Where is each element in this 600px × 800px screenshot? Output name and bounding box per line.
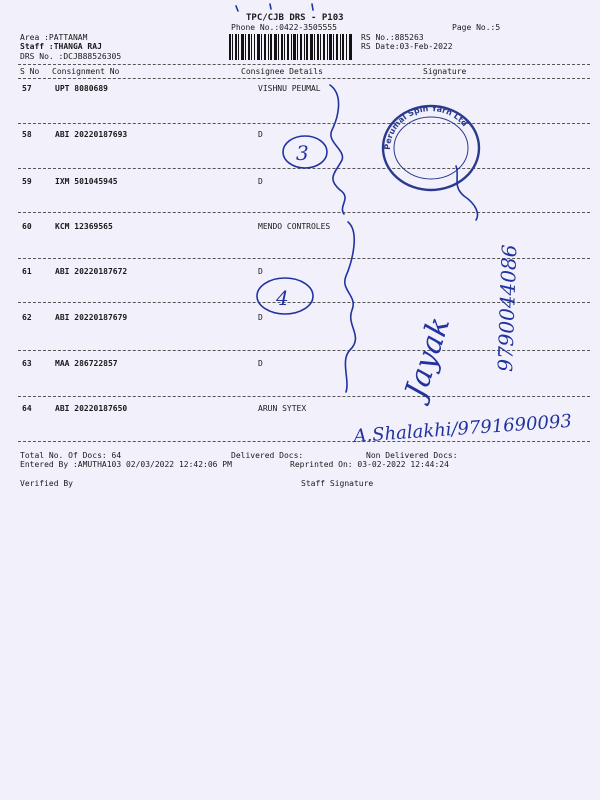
row-divider [18, 350, 590, 351]
row-consignee: D [258, 267, 263, 276]
row-divider [18, 123, 590, 124]
stamp-text: Perumal Spin Yarn Ltd [382, 103, 470, 151]
row-sno: 63 [22, 359, 32, 368]
row-sno: 61 [22, 267, 32, 276]
total-docs: Total No. Of Docs: 64 [20, 451, 122, 460]
row-consignee: D [258, 130, 263, 139]
col-consignee: Consignee Details [241, 67, 323, 76]
staff-label: Staff :THANGA RAJ [20, 42, 102, 51]
row-sno: 57 [22, 84, 32, 93]
company-stamp [376, 100, 486, 192]
drs-number: DRS No. :DCJB88526305 [20, 52, 122, 61]
hand-vertical-phone: 9790044086 [493, 244, 522, 373]
row-consignee: D [258, 313, 263, 322]
hand-circled-4: 4 [276, 286, 289, 310]
delivered-docs: Delivered Docs: [231, 451, 304, 460]
table-row [0, 130, 600, 144]
row-consignment: ABI 20220187672 [55, 267, 128, 276]
table-row [0, 359, 600, 373]
col-signature: Signature [423, 67, 467, 76]
col-sno: S No [20, 67, 40, 76]
rs-number: RS No.:885263 [361, 33, 424, 42]
row-consignment: UPT 8080689 [55, 84, 108, 93]
table-row [0, 313, 600, 327]
row-consignee: D [258, 177, 263, 186]
reprinted-on: Reprinted On: 03-02-2022 12:44:24 [290, 460, 449, 469]
rs-date: RS Date:03-Feb-2022 [361, 42, 453, 51]
row-divider [18, 168, 590, 169]
divider [18, 78, 590, 79]
barcode [229, 34, 352, 60]
row-consignment: ABI 20220187650 [55, 404, 128, 413]
table-row [0, 404, 600, 418]
area-label: Area :PATTANAM [20, 33, 88, 42]
hand-vertical-name: Jayak [398, 312, 458, 403]
circle-mark-4 [257, 278, 313, 314]
row-consignment: KCM 12369565 [55, 222, 113, 231]
entered-by: Entered By :AMUTHA103 02/03/2022 12:42:06 PM [20, 460, 232, 469]
row-consignee: D [258, 359, 263, 368]
svg-text:Perumal Spin Yarn Ltd [383, 104, 470, 150]
row-sno: 60 [22, 222, 32, 231]
hand-bottom-signature: A.Shalakhi/9791690093 [352, 410, 573, 447]
table-row [0, 84, 600, 98]
non-delivered-docs: Non Delivered Docs: [366, 451, 458, 460]
row-divider [18, 302, 590, 303]
divider [18, 64, 590, 65]
col-consignment: Consignment No [52, 67, 120, 76]
row-consignee: MENDO CONTROLES [258, 222, 331, 231]
row-divider [18, 396, 590, 397]
row-divider [18, 441, 590, 442]
hand-circled-3: 3 [296, 141, 309, 165]
page-number: Page No.:5 [452, 23, 501, 32]
table-row [0, 177, 600, 191]
row-consignee: VISHNU PEUMAL [258, 84, 321, 93]
row-divider [18, 258, 590, 259]
row-divider [18, 212, 590, 213]
row-sno: 59 [22, 177, 32, 186]
table-row [0, 267, 600, 281]
row-consignee: ARUN SYTEX [258, 404, 307, 413]
staff-signature-label: Staff Signature [301, 479, 374, 488]
row-consignment: ABI 20220187693 [55, 130, 128, 139]
row-consignment: IXM 501045945 [55, 177, 118, 186]
row-sno: 58 [22, 130, 32, 139]
verified-by: Verified By [20, 479, 73, 488]
phone-number: Phone No.:0422-3505555 [231, 23, 337, 32]
row-consignment: MAA 286722857 [55, 359, 118, 368]
row-sno: 62 [22, 313, 32, 322]
row-sno: 64 [22, 404, 32, 413]
table-row [0, 222, 600, 236]
row-consignment: ABI 20220187679 [55, 313, 128, 322]
doc-title: TPC/CJB DRS - P103 [246, 13, 344, 23]
